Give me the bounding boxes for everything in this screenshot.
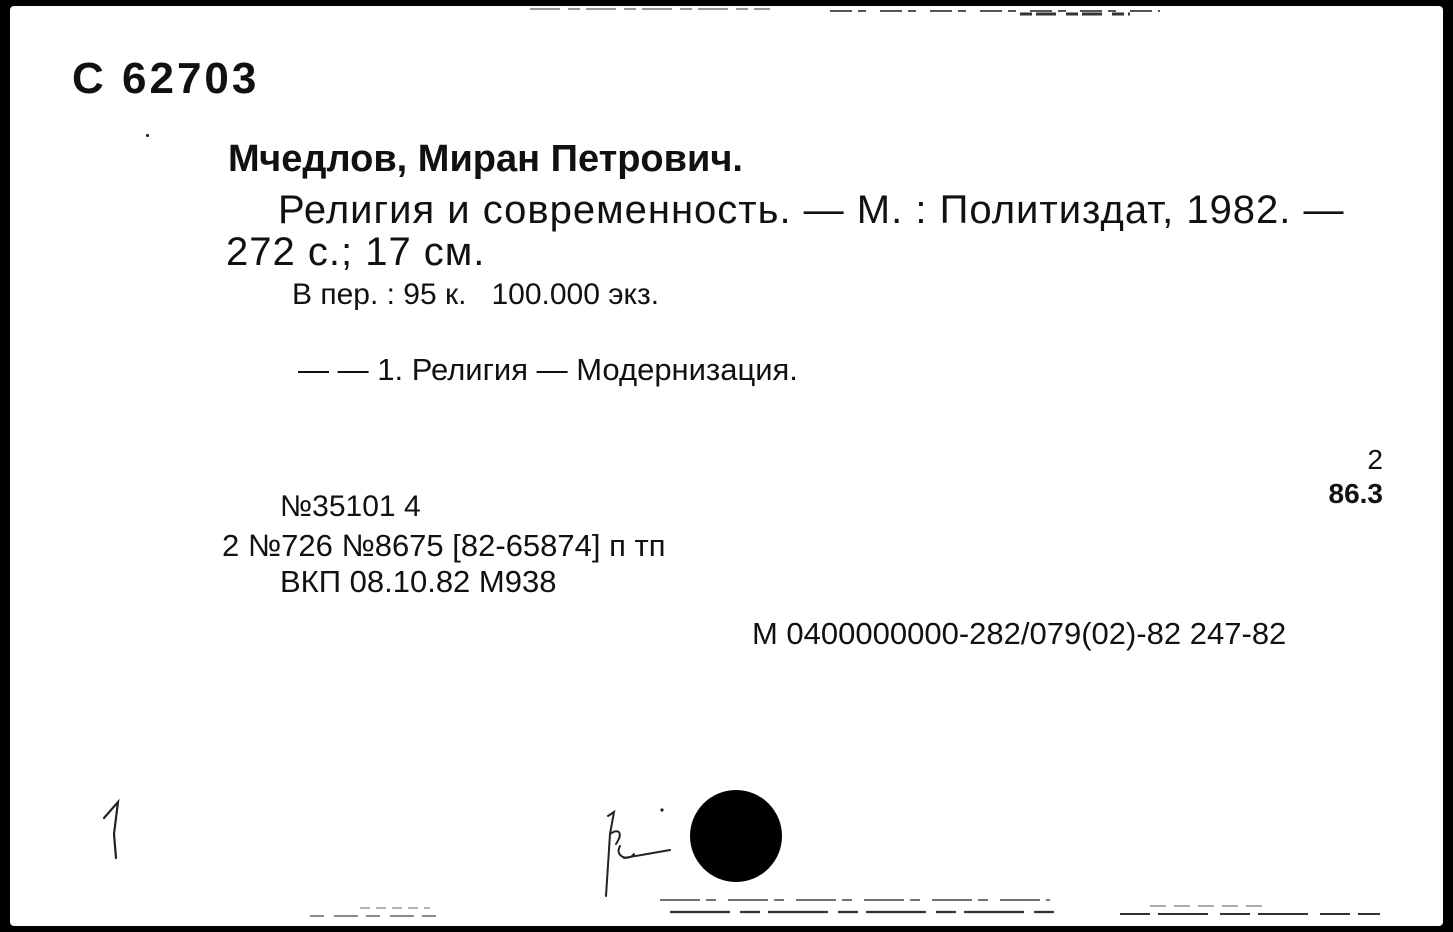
punch-hole-icon [690,790,782,882]
registration-number: №35101 4 [280,490,421,523]
extent-line: 272 с.; 17 см. [226,230,486,274]
handwritten-mark-icon [96,796,136,866]
price-line: В пер. : 95 к. 100.000 экз. [292,278,660,311]
classification-code: М 0400000000-282/079(02)-82 247-82 [752,616,1287,651]
vkp-line: ВКП 08.10.82 М938 [280,564,557,599]
title-line: Религия и современность. — М. : Политиздат, 1982. — [278,188,1345,232]
top-edge-scan-noise [10,6,1443,22]
speck [146,134,149,137]
call-number: С 62703 [72,54,260,103]
subject-line: — — 1. Религия — Модернизация. [298,352,798,387]
bottom-edge-scan-noise [10,886,1443,926]
record-numbers: 2 №726 №8675 [82-65874] п тп [222,528,666,563]
catalog-card [10,6,1443,926]
bbk-index-top: 2 [1367,444,1383,475]
author-heading: Мчедлов, Миран Петрович. [228,138,743,180]
bbk-index-bottom: 86.3 [1328,478,1383,509]
